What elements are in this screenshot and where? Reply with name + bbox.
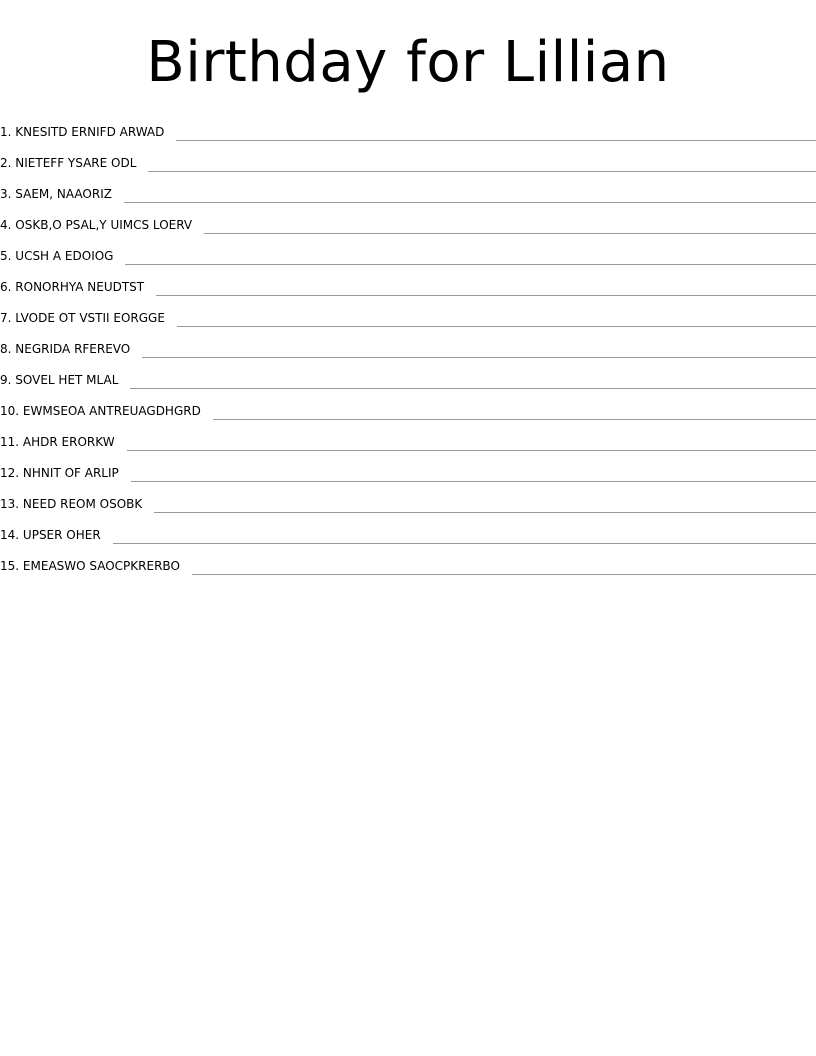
answer-line[interactable] — [213, 419, 816, 420]
answer-line[interactable] — [148, 171, 816, 172]
answer-line[interactable] — [154, 512, 816, 513]
answer-line[interactable] — [127, 450, 816, 451]
list-item — [0, 111, 816, 142]
answer-line[interactable] — [142, 357, 816, 358]
page-title: Birthday for Lillian — [146, 30, 670, 95]
item-label: 11. AHDR ERORKW — [0, 435, 115, 449]
item-label: 12. NHNIT OF ARLIP — [0, 466, 119, 480]
item-label: 8. NEGRIDA RFEREVO — [0, 342, 131, 356]
list-item — [0, 390, 816, 421]
answer-line[interactable] — [204, 233, 816, 234]
list-item — [0, 545, 816, 576]
answer-line[interactable] — [192, 574, 816, 575]
answer-line[interactable] — [156, 295, 816, 296]
item-label: 3. SAEM, NAAORIZ — [0, 187, 112, 201]
answer-line[interactable] — [125, 264, 816, 265]
list-item — [0, 142, 816, 173]
answer-line[interactable] — [177, 326, 816, 327]
item-label: 7. LVODE OT VSTII EORGGE — [0, 311, 165, 325]
item-label: 2. NIETEFF YSARE ODL — [0, 156, 137, 170]
item-label: 15. EMEASWO SAOCPKRERBO — [0, 559, 180, 573]
list-item — [0, 421, 816, 452]
list-item — [0, 173, 816, 204]
list-item — [0, 452, 816, 483]
answer-line[interactable] — [124, 202, 816, 203]
list-item — [0, 266, 816, 297]
answer-line[interactable] — [176, 140, 816, 141]
list-item — [0, 204, 816, 235]
item-label: 4. OSKB,O PSAL,Y UIMCS LOERV — [0, 218, 193, 232]
list-item — [0, 359, 816, 390]
list-item — [0, 328, 816, 359]
item-label: 13. NEED REOM OSOBK — [0, 497, 143, 511]
list-item — [0, 235, 816, 266]
answer-line[interactable] — [131, 481, 816, 482]
list-item — [0, 514, 816, 545]
item-label: 5. UCSH A EDOIOG — [0, 249, 114, 263]
word-scramble-list — [0, 111, 816, 576]
answer-line[interactable] — [130, 388, 816, 389]
list-item — [0, 483, 816, 514]
list-item — [0, 297, 816, 328]
item-label: 10. EWMSEOA ANTREUAGDHGRD — [0, 404, 201, 418]
item-label: 9. SOVEL HET MLAL — [0, 373, 119, 387]
item-label: 14. UPSER OHER — [0, 528, 101, 542]
item-label: 6. RONORHYA NEUDTST — [0, 280, 145, 294]
answer-line[interactable] — [113, 543, 816, 544]
item-label: 1. KNESITD ERNIFD ARWAD — [0, 125, 165, 139]
